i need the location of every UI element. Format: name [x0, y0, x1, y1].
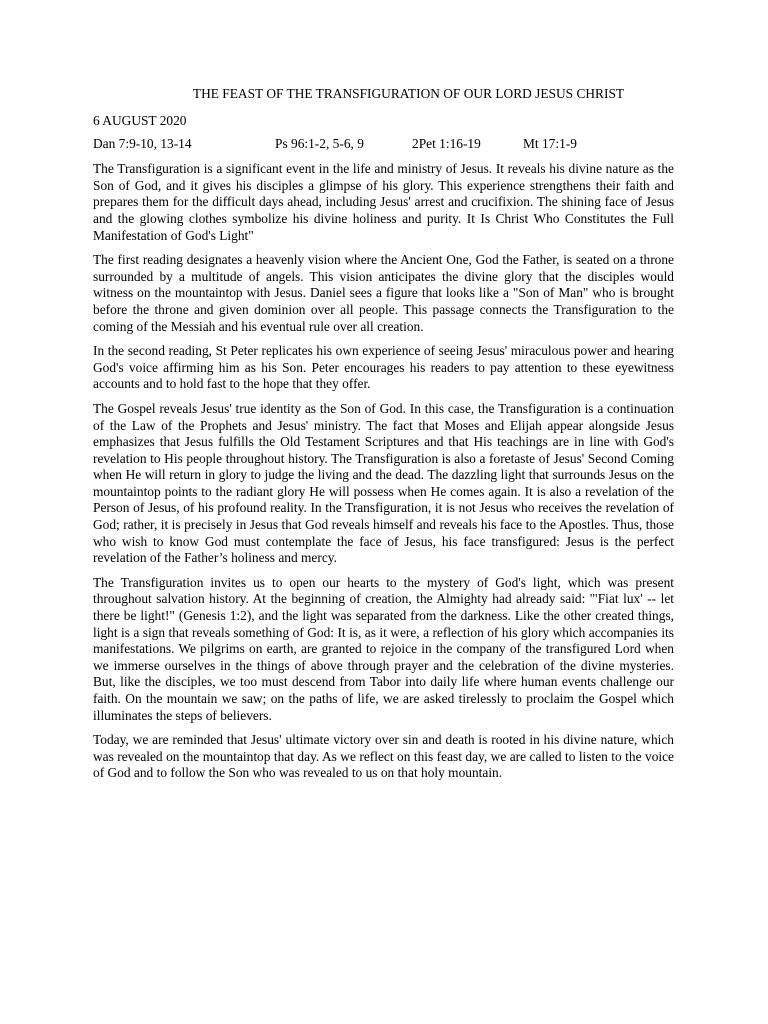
paragraph-conclusion: Today, we are reminded that Jesus' ultimate victory over sin and death is rooted in his divine nature, which was revealed on the mountaintop that day. As we reflect on this feast day, we are called to listen to the voice of God and to follow the Son who was revealed to us on that holy mountain. [93, 732, 674, 781]
reading-psalm: Ps 96:1-2, 5-6, 9 [275, 136, 364, 152]
paragraph-first-reading: The first reading designates a heavenly vision where the Ancient One, God the Father, is seated on a throne surrounded by a multitude of angels. This vision anticipates the divine glory that the disciples would witness on the mountaintop with Jesus. Daniel sees a figure that looks like a "Son of Man" who is brought before the throne and given dominion over all people. This passage connects the Transfiguration to the coming of the Messiah and his eventual rule over all creation. [93, 252, 674, 334]
document-title: THE FEAST OF THE TRANSFIGURATION OF OUR LORD JESUS CHRIST [192, 86, 625, 101]
paragraph-second-reading: In the second reading, St Peter replicates his own experience of seeing Jesus' miraculous power and hearing God's voice affirming him as his Son. Peter encourages his readers to pay attention to these eyewitness accounts and to hold fast to the hope that they offer. [93, 343, 674, 392]
paragraph-intro: The Transfiguration is a significant event in the life and ministry of Jesus. It reveals his divine nature as the Son of God, and it gives his disciples a glimpse of his glory. This experience strengthens their faith and prepares them for the difficult days ahead, including Jesus' arrest and crucifixion. The shining face of Jesus and the glowing clothes symbolize his divine holiness and purity. It Is Christ Who Constitutes the Full Manifestation of God's Light" [93, 161, 674, 243]
paragraph-invitation: The Transfiguration invites us to open our hearts to the mystery of God's light, which was present throughout salvation history. At the beginning of creation, the Almighty had already said: '"Fiat lux' -- let there be light!" (Genesis 1:2), and the light was separated from the darkness. Like the other created things, light is a sign that reveals something of God: It is, as it were, a reflection of his glory which accompanies its manifestations. We pilgrims on earth, are granted to rejoice in the company of the transfigured Lord when we immerse ourselves in the things of above through prayer and the celebration of the divine mysteries. But, like the disciples, we too must descend from Tabor into daily life where human events challenge our faith. On the mountain we saw; on the paths of life, we are asked tirelessly to proclaim the Gospel which illuminates the steps of believers. [93, 574, 674, 723]
paragraph-gospel: The Gospel reveals Jesus' true identity as the Son of God. In this case, the Transfiguration is a continuation of the Law of the Prophets and Jesus' ministry. The fact that Moses and Elijah appear alongside Jesus emphasizes that Jesus fulfills the Old Testament Scriptures and that His teachings are in line with God's revelation to His people throughout history. The Transfiguration is also a foretaste of Jesus' Second Coming when He will return in glory to judge the living and the dead. The dazzling light that surrounds Jesus on the mountaintop points to the radiant glory He will possess when He comes again. It is also a revelation of the Person of Jesus, of his profound reality. In the Transfiguration, it is not Jesus who receives the revelation of God; rather, it is precisely in Jesus that God reveals himself and reveals his face to the Apostles. Thus, those who wish to know God must contemplate the face of Jesus, his face transfigured: Jesus is the perfect revelation of the Father’s holiness and mercy. [93, 400, 674, 566]
reading-gospel: Mt 17:1-9 [523, 136, 577, 152]
document-page [93, 86, 674, 790]
reading-first: Dan 7:9-10, 13-14 [93, 136, 192, 152]
reading-second: 2Pet 1:16-19 [412, 136, 481, 152]
document-date: 6 AUGUST 2020 [93, 112, 187, 128]
readings-line [93, 136, 674, 154]
